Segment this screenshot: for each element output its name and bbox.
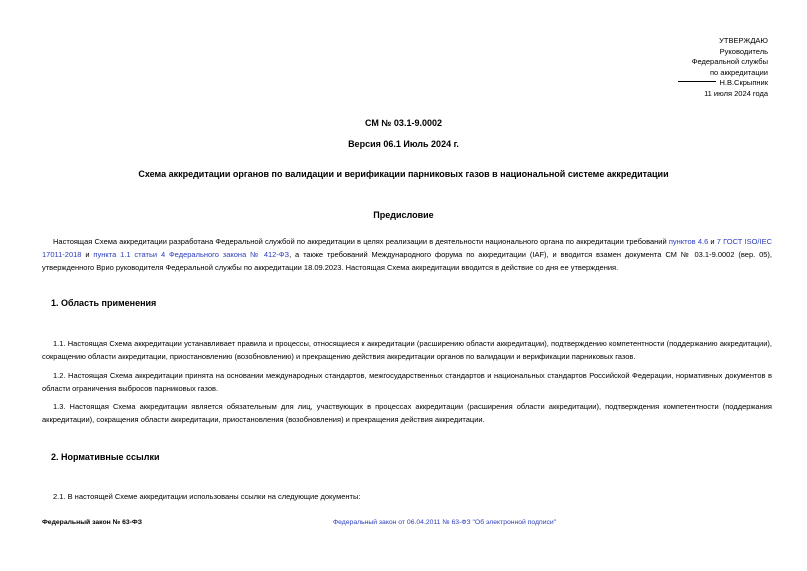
section-1-heading: 1. Область применения — [51, 298, 157, 308]
approval-signer: Н.В.Скрыпник — [719, 78, 768, 88]
paragraph-1-3 — [42, 400, 772, 426]
paragraph-1-3-text: 1.3. Настоящая Схема аккредитации является обязательным для лиц, участвующих в процессах аккредитации (расширения области аккредитации), подтверждения компетентности (поддержания аккредитации), сокращения области аккредитации, приостановления (возобновления) и прекращения действия аккредитации. — [42, 402, 772, 425]
paragraph-1-1-text: 1.1. Настоящая Схема аккредитации устанавливает правила и процессы, относящиеся к аккредитации (расширению области аккредитации), подтверждению компетентности (поддержанию аккредитации), сокращению области аккредитации, приостановлению (возобновлению) и прекращению действия аккредитации органов по валидации и верификации парниковых газов. — [42, 339, 772, 362]
paragraph-1-1 — [42, 337, 772, 363]
paragraph-1-2-text: 1.2. Настоящая Схема аккредитации принята на основании международных стандартов, межгосударственных стандартов и национальных стандартов Российской Федерации, нормативных документов в области ограничения выбросов парниковых газов. — [42, 371, 772, 394]
footnote-link[interactable]: Федеральный закон от 06.04.2011 № 63-ФЗ "Об электронной подписи" — [333, 519, 557, 526]
preface-heading: Предисловие — [373, 210, 434, 220]
link-412-fz[interactable]: пункта 1.1 статьи 4 Федерального закона № 412-ФЗ — [93, 250, 290, 260]
approval-signature — [678, 78, 768, 89]
approval-block — [678, 36, 768, 100]
signature-line — [678, 81, 716, 82]
document-title: Схема аккредитации органов по валидации и верификации парниковых газов в национальной системе аккредитации — [138, 169, 669, 179]
paragraph-2-1 — [42, 490, 772, 503]
preface-text-4: , а также требований Международного форума по аккредитации (IAF), и вводится взамен документа СМ № 03.1-9.0002 (вер. 05), утвержденного Врио руководителя Федеральной службы по аккредитации 18.09.2023. Настоящая Схема аккредитации вводится в действие со дня ее утверждения. — [42, 250, 772, 273]
approval-agency-cont: по аккредитации — [710, 67, 768, 77]
paragraph-1-2 — [42, 369, 772, 395]
document-version: Версия 06.1 Июль 2024 г. — [348, 139, 459, 149]
preface-text-1: Настоящая Схема аккредитации разработана Федеральной службой по аккредитации в целях реализации в деятельности национального органа по аккредитации требований — [53, 237, 669, 246]
footnote-label: Федеральный закон № 63-ФЗ — [42, 519, 142, 526]
approval-title: УТВЕРЖДАЮ — [719, 36, 768, 45]
document-number: СМ № 03.1-9.0002 — [365, 118, 442, 128]
approval-agency: Федеральной службы — [691, 57, 768, 67]
section-2-heading: 2. Нормативные ссылки — [51, 452, 160, 462]
approval-date: 11 июля 2024 года — [704, 88, 768, 98]
preface-text-3: и — [81, 250, 94, 260]
link-gost-17011[interactable]: 7 ГОСТ ISO/IEC 17011-2018 — [42, 237, 773, 260]
paragraph-2-1-text: 2.1. В настоящей Схеме аккредитации использованы ссылки на следующие документы: — [53, 492, 361, 501]
approval-position: Руководитель — [719, 46, 768, 56]
preface-text-2: и — [708, 237, 717, 246]
link-points-4-6[interactable]: пунктов 4.6 — [668, 237, 709, 246]
preface-paragraph — [42, 235, 772, 275]
